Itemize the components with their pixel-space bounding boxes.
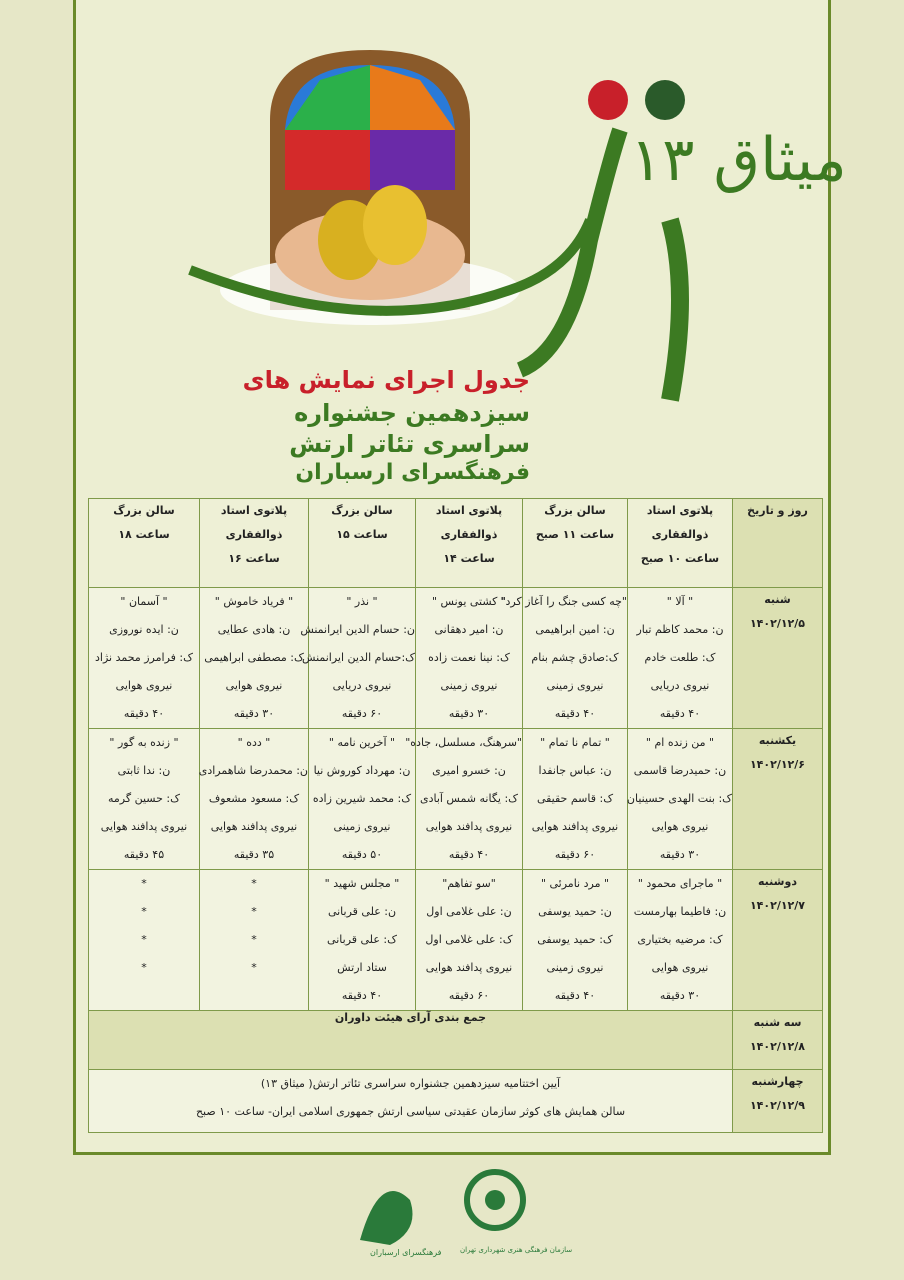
revolution-logo-icon [588, 80, 628, 120]
army-emblem-icon [645, 80, 685, 120]
show-cell: " دده " ن: محمدرضا شاهمرادی ک: مسعود مشعوف نیروی پدافند هوایی ۳۵ دقیقه [200, 729, 309, 870]
show-cell: " آخرین نامه " ن: مهرداد کوروش نیا ک: محمد شیرین زاده نیروی زمینی ۵۰ دقیقه [309, 729, 416, 870]
show-cell: " من زنده ام " ن: حمیدرضا قاسمی ک: بنت الهدی حسینیان نیروی هوایی ۳۰ دقیقه [628, 729, 733, 870]
municipality-logo-text: سازمان فرهنگی هنری شهرداری تهران [460, 1246, 573, 1254]
table-row [89, 729, 823, 870]
show-cell: " زنده به گور " ن: ندا ثابتی ک: حسین گرمه نیروی پدافند هوایی ۴۵ دقیقه [89, 729, 200, 870]
day-cell: شنبه ۱۴۰۲/۱۲/۵ [733, 588, 823, 729]
col-header-1: پلاتوی استاد ذوالفقاری ساعت ۱۰ صبح [628, 499, 733, 588]
show-cell: "چه کسی جنگ را آغاز کرد" ن: امین ابراهیمی ک:صادق چشم بنام نیروی زمینی ۴۰ دقیقه [523, 588, 628, 729]
subtitle-4: فرهنگسرای ارسباران [295, 460, 530, 485]
show-cell: " مرد نامرئی " ن: حمید یوسفی ک: حمید یوسفی نیروی زمینی ۴۰ دقیقه [523, 870, 628, 1011]
table-row [89, 588, 823, 729]
festival-title-art: میثاق ۱۳ [630, 125, 847, 195]
arasbaran-logo-icon [360, 1191, 413, 1245]
col-header-2: سالن بزرگ ساعت ۱۱ صبح [523, 499, 628, 588]
show-cell: " کشتی یونس " ن: امیر دهقانی ک: نینا نعمت زاده نیروی زمینی ۳۰ دقیقه [416, 588, 523, 729]
table-row [89, 870, 823, 1011]
show-cell: " آلا " ن: محمد کاظم تبار ک: طلعت خادم نیروی دریایی ۴۰ دقیقه [628, 588, 733, 729]
show-cell: "سو تفاهم" ن: علی غلامی اول ک: علی غلامی اول نیروی پدافند هوایی ۶۰ دقیقه [416, 870, 523, 1011]
show-cell: " تمام نا تمام " ن: عباس جانفدا ک: قاسم حقیقی نیروی پدافند هوایی ۶۰ دقیقه [523, 729, 628, 870]
day-cell: چهارشنبه ۱۴۰۲/۱۲/۹ [733, 1070, 823, 1133]
empty-cell: * * * * [200, 870, 309, 1011]
festival-artwork [190, 40, 847, 460]
summary-text: جمع بندی آرای هیئت داوران [89, 1011, 733, 1070]
col-header-5: پلاتوی استاد ذوالفقاری ساعت ۱۶ [200, 499, 309, 588]
show-cell: " فریاد خاموش " ن: هادی عطایی ک: مصطفی ابراهیمی نیروی هوایی ۳۰ دقیقه [200, 588, 309, 729]
arasbaran-logo-text: فرهنگسرای ارسباران [370, 1248, 442, 1257]
show-cell: "سرهنگ، مسلسل، جاده" ن: خسرو امیری ک: یگانه شمس آبادی نیروی پدافند هوایی ۴۰ دقیقه [416, 729, 523, 870]
show-cell: " ماجرای محمود " ن: فاطیما بهارمست ک: مرضیه بختیاری نیروی هوایی ۳۰ دقیقه [628, 870, 733, 1011]
closing-text: آیین اختتامیه سیزدهمین جشنواره سراسری تئاتر ارتش( میثاق ۱۳) سالن همایش های کوثر سازمان عقیدتی سیاسی ارتش جمهوری اسلامی ایران- ساعت ۱۰ صبح [89, 1070, 733, 1133]
show-cell: " مجلس شهید " ن: علی قربانی ک: علی قربانی ستاد ارتش ۴۰ دقیقه [309, 870, 416, 1011]
col-header-4: سالن بزرگ ساعت ۱۵ [309, 499, 416, 588]
show-cell: " آسمان " ن: ایده نوروزی ک: فرامرز محمد نژاد نیروی هوایی ۴۰ دقیقه [89, 588, 200, 729]
day-cell: سه شنبه ۱۴۰۲/۱۲/۸ [733, 1011, 823, 1070]
schedule-table [88, 498, 823, 1133]
col-header-3: پلاتوی استاد ذوالفقاری ساعت ۱۴ [416, 499, 523, 588]
col-header-6: سالن بزرگ ساعت ۱۸ [89, 499, 200, 588]
day-cell: یکشنبه ۱۴۰۲/۱۲/۶ [733, 729, 823, 870]
day-header: روز و تاریخ [733, 499, 823, 588]
footer-logos [350, 1160, 573, 1260]
show-cell: " نذر " ن: حسام الدین ایرانمنش ک:حسام الدین ایرانمنش نیروی دریایی ۶۰ دقیقه [309, 588, 416, 729]
closing-row [89, 1070, 823, 1133]
summary-row [89, 1011, 823, 1070]
subtitle-1: جدول اجرای نمایش های [242, 366, 530, 394]
header-row [89, 499, 823, 588]
empty-cell: * * * * [89, 870, 200, 1011]
subtitle-3: سراسری تئاتر ارتش [289, 430, 530, 458]
subtitle-2: سیزدهمین جشنواره [294, 399, 530, 427]
day-cell: دوشنبه ۱۴۰۲/۱۲/۷ [733, 870, 823, 1011]
